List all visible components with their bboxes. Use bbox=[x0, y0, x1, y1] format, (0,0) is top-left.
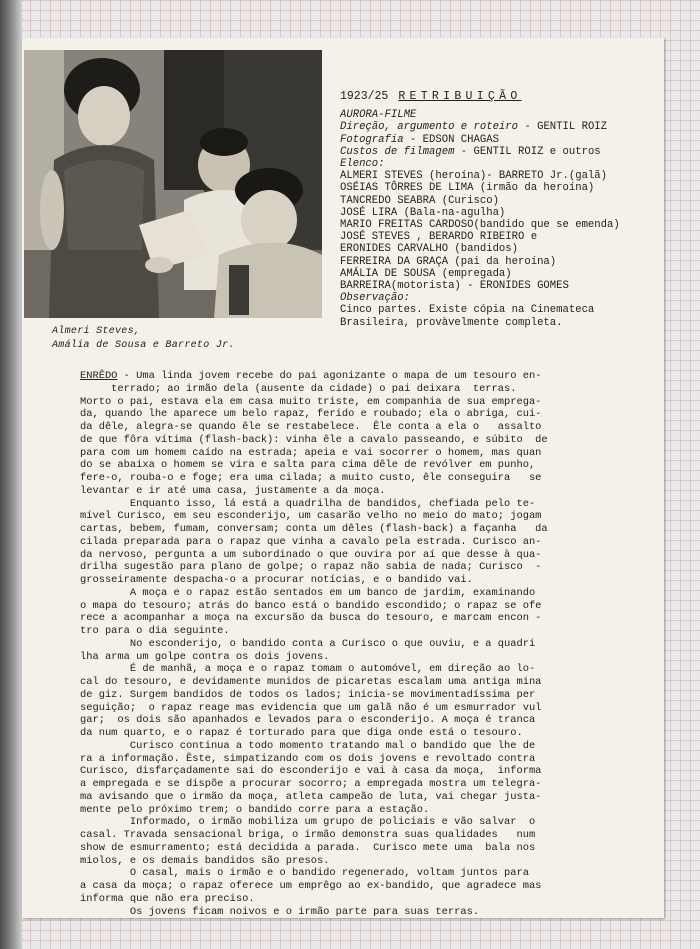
synopsis-line: casal. Travada sensacional briga, o irmão demonstra suas qualidades num bbox=[80, 829, 536, 841]
photography-label: Fotografia bbox=[340, 133, 404, 146]
synopsis-line: a empregada e se dispõe a procurar socorro; a empregada mostra um telegra- bbox=[80, 778, 542, 790]
costs-value: - GENTIL ROIZ e outros bbox=[454, 145, 601, 158]
synopsis-line: No esconderijo, o bandido conta a Curisco o que ouviu, e a quadri bbox=[80, 637, 536, 650]
binding-shadow bbox=[0, 0, 22, 949]
photography-value: - EDSON CHAGAS bbox=[403, 133, 499, 146]
synopsis-line: cal do tesouro, e devidamente munidos de picaretas escalam uma antiga mina bbox=[80, 676, 542, 688]
synopsis-line: O casal, mais o irmão e o bandido regenerado, voltam juntos para bbox=[80, 867, 529, 880]
costs-label: Custos de filmagem bbox=[340, 145, 455, 158]
cast-label: Elenco: bbox=[340, 158, 385, 171]
costs-credit bbox=[340, 146, 655, 158]
synopsis-line: fere-o, rouba-o e foge; era uma cilada; a muito custo, êle conseguira se bbox=[80, 472, 542, 484]
synopsis-line: drilha sugestão para plano de golpe; o rapaz não sabia de nada; Curisco - bbox=[80, 561, 542, 574]
synopsis-label: ENRÊDO bbox=[80, 370, 118, 382]
note-line: Cinco partes. Existe cópia na Cinemateca bbox=[340, 304, 595, 317]
synopsis-line: da, quando lhe aparece um belo rapaz, ferido e roubado; ela o abriga, cui- bbox=[80, 408, 542, 421]
synopsis-line: informa que não era preciso. bbox=[80, 892, 255, 905]
synopsis-line: do se abaixa o homem se vira e salta para cima dêle de revólver em punho, bbox=[80, 459, 536, 472]
synopsis-line: Curisco continua a todo momento tratando mal o bandido que lhe de bbox=[80, 739, 536, 752]
synopsis-line: tro para o dia seguinte. bbox=[80, 625, 230, 637]
synopsis-line: É de manhã, a moça e o rapaz tomam o automóvel, em direção ao lo- bbox=[80, 663, 536, 676]
synopsis-line: da num quarto, e o rapaz é torturado para que diga onde está o tesouro. bbox=[80, 727, 523, 739]
synopsis-line: o mapa do tesouro; atrás do banco está o bandido escondido; o rapaz se ofe bbox=[80, 599, 542, 612]
synopsis-line: da dêle, alegra-se quando êle se restabelece. Êle conta a ela o assalto bbox=[80, 421, 542, 433]
synopsis-line: de giz. Surgem bandidos de todos os lados; inicia-se movimentadíssima per bbox=[80, 688, 536, 701]
film-years: 1923/25 bbox=[340, 90, 389, 103]
synopsis-line: ma avisando que o irmão da moça, atleta campeão de luta, vai chegar justa- bbox=[80, 790, 542, 803]
cast-line: AMÁLIA DE SOUSA (empregada) bbox=[340, 267, 512, 280]
synopsis-line: A moça e o rapaz estão sentados em um banco de jardim, examinando bbox=[80, 586, 536, 599]
synopsis-line: rece a acompanhar a moça na excursão da busca do tesouro, e marcam encon - bbox=[80, 612, 542, 625]
cast-line: MARIO FREITAS CARDOSO(bandido que se emenda) bbox=[340, 219, 620, 232]
film-credits bbox=[340, 91, 655, 329]
synopsis bbox=[80, 370, 600, 918]
synopsis-line: show de esmurramento; está decidida a parada. Curisco mete uma bala nos bbox=[80, 841, 536, 854]
synopsis-line: Os jovens ficam noivos e o irmão parte para suas terras. bbox=[80, 905, 480, 918]
synopsis-line: cartas, bebem, fumam, conversam; conta um dêles (flash-back) a façanha da bbox=[80, 523, 548, 535]
film-still-image bbox=[24, 50, 322, 318]
cast-line: FERREIRA DA GRAÇA (pai da heroína) bbox=[340, 255, 557, 268]
synopsis-line: Curisco, disfarçadamente sai do esconderijo e vai à casa da moça, informa bbox=[80, 765, 542, 778]
caption-line: Amália de Sousa e Barreto Jr. bbox=[52, 340, 235, 351]
direction-value: - GENTIL ROIZ bbox=[518, 121, 608, 134]
catalog-page bbox=[22, 38, 664, 918]
synopsis-line: seguição; o rapaz reage mas evidencia que um galã não é um esmurrador vul bbox=[80, 701, 542, 714]
synopsis-line: grosseiramente despacha-o a procurar notícias, e o bandido vai. bbox=[80, 574, 473, 586]
synopsis-line: mente pelo próximo trem; o bandido corre para a estação. bbox=[80, 803, 430, 816]
synopsis-line: gar; os dois são apanhados e levados para o esconderijo. A moça é tranca bbox=[80, 714, 536, 727]
synopsis-line: mível Curisco, em seu esconderijo, um casarão velho no meio do mato; jogam bbox=[80, 510, 542, 523]
synopsis-line: ra a informação. Êste, simpatizando com os dois jovens e revoltado contra bbox=[80, 752, 536, 765]
photography-credit bbox=[340, 134, 655, 146]
cast-line: OSÉIAS TÔRRES DE LIMA (irmão da heroína) bbox=[340, 182, 595, 195]
synopsis-line: levantar e ir até uma casa, justamente a da moça. bbox=[80, 484, 386, 497]
synopsis-line: miolos, e os demais bandidos são presos. bbox=[80, 854, 330, 867]
synopsis-line: da nervoso, pergunta a um subordinado o que ouvira por aí que desse à qua- bbox=[80, 548, 542, 561]
cast-line: ERONIDES CARVALHO (bandidos) bbox=[340, 243, 519, 256]
synopsis-line: de que fôra vítima (flash-back): vinha êle a cavalo passeando, e súbito de bbox=[80, 433, 548, 446]
note-label: Observação: bbox=[340, 292, 410, 305]
synopsis-line: Morto o pai, estava ela em casa muito triste, em companhia de sua emprega- bbox=[80, 395, 542, 408]
synopsis-body bbox=[80, 383, 600, 919]
cast-line: TANCREDO SEABRA (Curisco) bbox=[340, 194, 499, 207]
synopsis-line: terrado; ao irmão dela (ausente da cidade) o pai deixara terras. bbox=[80, 382, 517, 395]
synopsis-line: para com um homem caído na estrada; apeia e vai socorrer o homem, mas quan bbox=[80, 446, 542, 459]
direction-credit bbox=[340, 121, 655, 133]
synopsis-first-line bbox=[80, 370, 600, 383]
synopsis-line: a casa da moça; o rapaz oferece um emprêgo ao ex-bandido, que agradece mas bbox=[80, 880, 542, 892]
cast-line: JOSÉ STEVES , BERARDO RIBEIRO e bbox=[340, 231, 538, 244]
film-heading bbox=[340, 91, 655, 103]
synopsis-line: Enquanto isso, lá está a quadrilha de bandidos, chefiada pelo te- bbox=[80, 497, 536, 510]
note-line: Brasileira, provàvelmente completa. bbox=[340, 316, 563, 329]
direction-label: Direção, argumento e roteiro bbox=[340, 121, 519, 134]
cast-line: JOSÉ LIRA (Bala-na-agulha) bbox=[340, 206, 506, 219]
photo-caption bbox=[52, 325, 235, 353]
cast-line: ALMERI STEVES (heroína)- BARRETO Jr.(galã) bbox=[340, 170, 608, 183]
film-still-photo bbox=[24, 50, 322, 318]
synopsis-line: lha arma um golpe contra os dois jovens. bbox=[80, 650, 330, 663]
synopsis-line: - Uma linda jovem recebe do pai agonizante o mapa de um tesouro en- bbox=[117, 370, 542, 382]
synopsis-line: Informado, o irmão mobiliza um grupo de policiais e vão salvar o bbox=[80, 816, 536, 829]
caption-line: Almeri Steves, bbox=[52, 326, 141, 337]
film-title: RETRIBUIÇÃO bbox=[398, 90, 522, 103]
studio-name: AURORA-FILME bbox=[340, 109, 417, 122]
synopsis-line: cilada preparada para o rapaz que vinha a cavalo pela estrada. Curisco an- bbox=[80, 535, 542, 548]
cast-line: BARREIRA(motorista) - ERONIDES GOMES bbox=[340, 280, 569, 293]
